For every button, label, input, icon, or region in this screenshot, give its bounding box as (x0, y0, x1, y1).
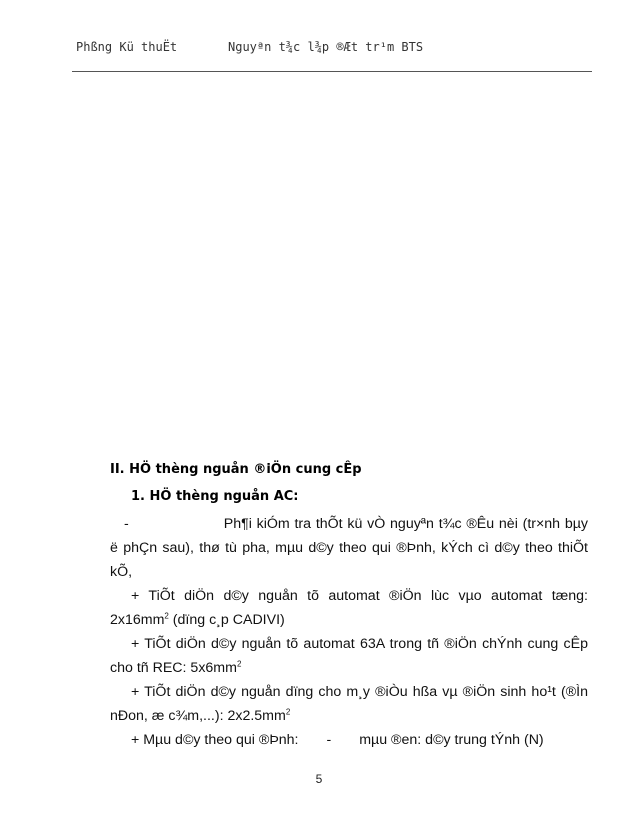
header-divider (72, 71, 592, 72)
superscript: 2 (236, 659, 242, 669)
header-department: Phßng Kü thuËt (76, 40, 178, 54)
subsection-heading: 1. HÖ thèng nguån AC: (131, 489, 299, 504)
page-number: 5 (315, 772, 323, 786)
header-document-title: Nguyªn t¾c l¾p ®Æt tr¹m BTS (228, 40, 424, 54)
superscript: 2 (285, 707, 291, 717)
paragraph-inspection-text: Ph¶i kiÓm tra thÕt kü vÒ nguyªn t¾c ®Êu nèi (tr×nh bµy ë phÇn sau), thø tù pha, mµu d©y theo qui ®Þnh, kÝch cì d©y theo thiÕt kÕ, (110, 516, 588, 580)
superscript: 2 (164, 611, 169, 621)
section-heading: II. HÖ thèng nguån ®iÖn cung cÊp (110, 462, 362, 477)
paragraph-aircon-text: + TiÕt diÖn d©y nguån dïng cho m¸y ®iÒu hßa vµ ®iÖn sinh ho¹t (®Ìn nÐon, æ c¾m,...): 2x2.5mm (110, 684, 588, 724)
list-dash: - (326, 732, 332, 748)
paragraph-wire-colors-text: + Mµu d©y theo qui ®Þnh: (131, 732, 299, 748)
list-dash: - (124, 516, 129, 532)
body-text (110, 512, 588, 752)
paragraph-main-supply-text: + TiÕt diÖn d©y nguån tõ automat ®iÖn lùc vµo automat tæng: 2x16mm (110, 588, 588, 628)
paragraph-wire-colors-tail: mµu ®en: d©y trung tÝnh (N) (359, 732, 544, 748)
paragraph-main-supply-tail: (dïng c¸p CADIVI) (168, 612, 285, 628)
paragraph-wire-colors (110, 728, 588, 752)
paragraph-inspection (110, 512, 588, 584)
paragraph-rec-text: + TiÕt diÖn d©y nguån tõ automat 63A trong tñ ®iÖn chÝnh cung cÊp cho tñ REC: 5x6mm (110, 636, 588, 676)
paragraph-rec-cable (110, 632, 588, 680)
paragraph-main-supply-cable (110, 584, 588, 632)
paragraph-aircon-cable (110, 680, 588, 728)
